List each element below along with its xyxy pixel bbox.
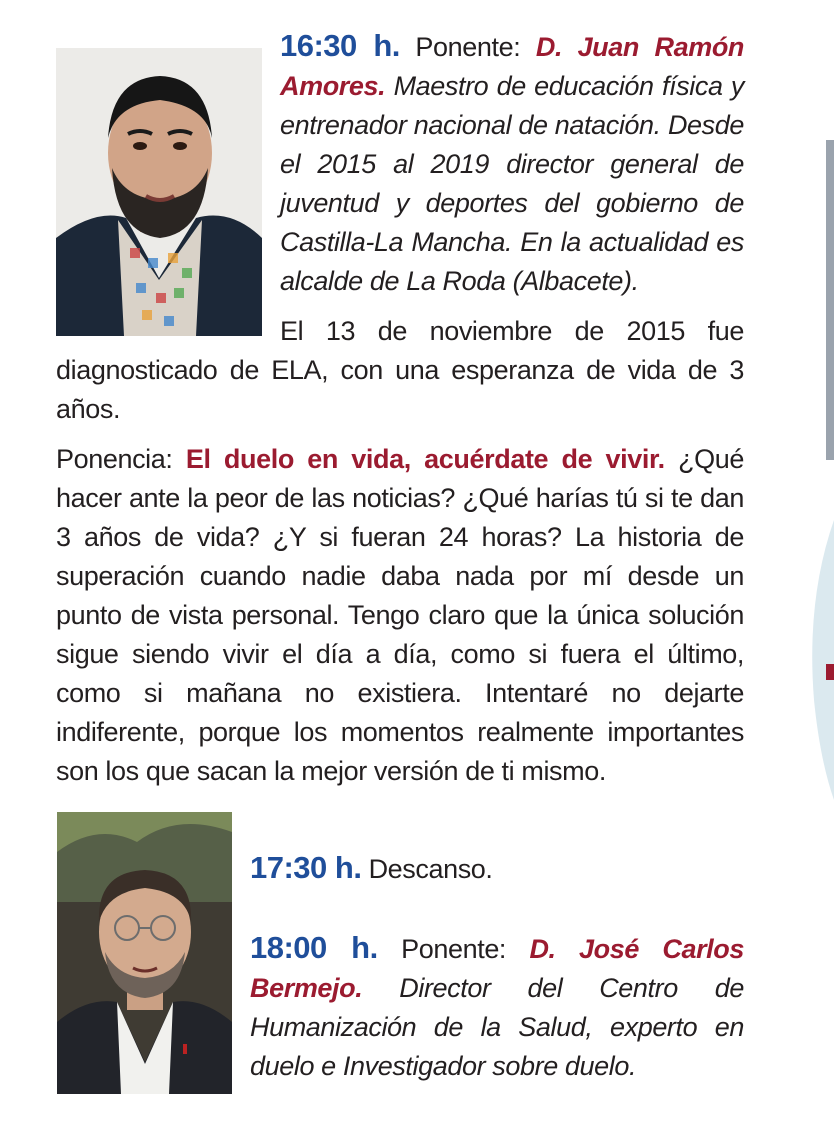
session-2-label: Descanso.: [368, 854, 493, 884]
session-3-time: 18:00 h.: [250, 930, 378, 965]
adjacent-column-fragment: [806, 0, 834, 1133]
session-1-diagnosis: [56, 312, 744, 429]
session-3-speaker: D. José Carlos Bermejo.: [250, 934, 744, 1003]
speaker-photo-jose-carlos-bermejo: [57, 812, 232, 1094]
session-1-diagnosis-text: El 13 de noviembre de 2015 fue diagnosticado de ELA, con una esperanza de vida de 3 años.: [56, 316, 744, 424]
session-1-intro: [280, 26, 744, 301]
session-3-ponente-label: Ponente:: [401, 934, 507, 964]
session-1-speaker: D. Juan Ramón Amores.: [280, 32, 745, 101]
ponencia-paragraph: [56, 440, 744, 791]
session-2: [250, 848, 744, 889]
ponencia-title: El duelo en vida, acuérdate de vivir.: [185, 444, 665, 474]
session-3: [250, 928, 744, 1086]
ponencia-label: Ponencia:: [56, 444, 173, 474]
session-1-ponente-label: Ponente:: [415, 32, 521, 62]
session-3-bio: Director del Centro de Humanización de la Salud, experto en duelo e Investigador sobre duelo.: [250, 973, 744, 1081]
session-1-bio: Maestro de educación física y entrenador nacional de natación. Desde el 2015 al 2019 director general de juventud y deportes del gobierno de Castilla-La Mancha. En la actualidad es alcalde de La Roda (Albacete).: [280, 71, 744, 296]
session-1-time: 16:30 h.: [280, 28, 400, 63]
ponencia-text: ¿Qué hacer ante la peor de las noticias? ¿Qué harías tú si te dan 3 años de vida? ¿Y si fueran 24 horas? La historia de superación cuando nadie daba nada por mí desde un punto de vista personal. Tengo claro que la única solución sigue siendo vivir el día a día, como si fuera el último, como si mañana no existiera. Intentaré no dejarte indiferente, porque los momentos realmente importantes son los que sacan la mejor versión de ti mismo.: [56, 444, 745, 786]
speaker-photo-juan-ramon-amores: [56, 48, 262, 336]
adjacent-page-decoration: [806, 0, 834, 1133]
session-2-time: 17:30 h.: [250, 850, 362, 885]
